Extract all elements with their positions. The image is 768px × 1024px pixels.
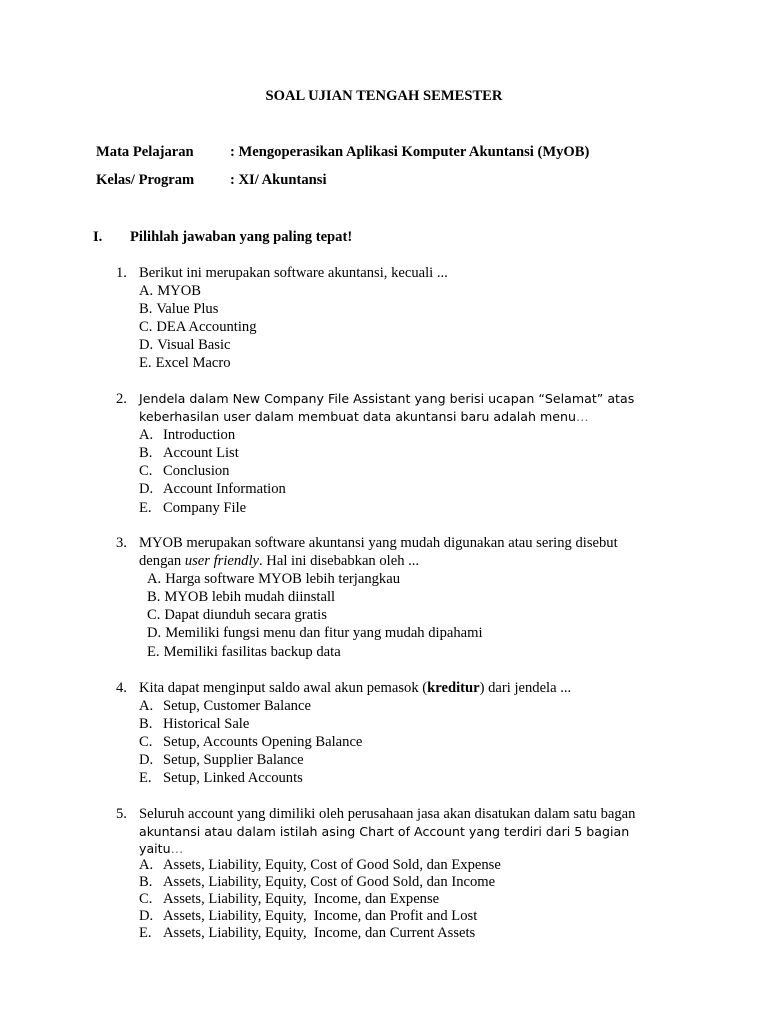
option-c[interactable] <box>139 462 676 480</box>
question-text: Berikut ini merupakan software akuntansi, kecuali ... <box>139 265 448 281</box>
question-text-line-1: MYOB merupakan software akuntansi yang mudah digunakan atau sering disebut <box>139 535 618 551</box>
question-4 <box>116 679 676 788</box>
question-text-italic: user friendly <box>184 553 259 570</box>
question-text-line-1: Jendela dalam New Company File Assistant yang berisi ucapan “Selamat” atas <box>139 391 635 406</box>
option-text: Assets, Liability, Equity, Income, dan Profit and Lost <box>163 908 478 924</box>
meta-class <box>96 172 327 189</box>
meta-class-label: Kelas/ Program <box>96 172 195 188</box>
option-letter: C. <box>139 734 153 751</box>
section-heading <box>93 229 352 246</box>
option-text: Introduction <box>163 427 236 444</box>
option-text: Setup, Supplier Balance <box>163 752 304 769</box>
option-c[interactable] <box>139 891 676 908</box>
question-1 <box>116 264 676 373</box>
option-text: Dapat diunduh secara gratis <box>164 607 327 624</box>
question-text-content: akuntansi atau dalam istilah asing Chart of Account yang terdiri dari 5 bagian yaitu <box>139 824 630 856</box>
question-number: 2. <box>116 391 127 407</box>
section-number: I. <box>93 229 103 245</box>
option-text: Setup, Customer Balance <box>163 698 311 715</box>
option-a[interactable] <box>139 282 676 300</box>
question-text-pre: Kita dapat menginput saldo awal akun pemasok ( <box>139 680 428 696</box>
question-text <box>139 679 676 697</box>
option-text: Harga software MYOB lebih terjangkau <box>165 571 400 588</box>
option-c[interactable] <box>139 318 676 336</box>
option-letter: D. <box>139 481 154 498</box>
option-d[interactable] <box>139 336 676 354</box>
option-text: Memiliki fungsi menu dan fitur yang mudah dipahami <box>165 625 483 642</box>
option-letter: D. <box>147 625 162 642</box>
option-d[interactable] <box>139 480 676 498</box>
option-letter: A. <box>139 857 154 873</box>
option-b[interactable] <box>139 444 676 462</box>
option-letter: B. <box>139 301 153 318</box>
option-letter: B. <box>139 874 153 890</box>
option-letter: A. <box>139 283 154 300</box>
option-text: Conclusion <box>163 463 230 480</box>
meta-subject <box>96 144 589 161</box>
option-letter: D. <box>139 337 154 354</box>
option-letter: A. <box>139 427 154 444</box>
option-letter: E. <box>139 499 152 516</box>
option-text: MYOB <box>157 283 201 300</box>
option-text: Company File <box>163 499 247 516</box>
option-letter: D. <box>139 908 154 924</box>
meta-subject-label: Mata Pelajaran <box>96 144 194 160</box>
option-text: Account Information <box>163 481 286 498</box>
option-text: Setup, Accounts Opening Balance <box>163 734 363 751</box>
option-text: Account List <box>163 445 239 462</box>
option-text: Historical Sale <box>163 716 250 733</box>
option-text: Assets, Liability, Equity, Income, dan Current Assets <box>163 925 476 941</box>
option-text: MYOB lebih mudah diinstall <box>164 589 336 606</box>
option-letter: C. <box>147 607 161 624</box>
option-letter: B. <box>139 445 153 462</box>
question-number: 1. <box>116 265 127 281</box>
question-text-bold: kreditur <box>427 680 480 696</box>
option-text: Setup, Linked Accounts <box>163 770 303 787</box>
question-text-content: keberhasilan user dalam membuat data akuntansi baru adalah menu <box>139 409 576 425</box>
option-text: Assets, Liability, Equity, Cost of Good Sold, dan Income <box>163 874 496 890</box>
option-b[interactable] <box>139 300 676 318</box>
option-d[interactable] <box>139 908 676 925</box>
option-e[interactable] <box>139 769 676 787</box>
option-letter: E. <box>139 770 152 787</box>
option-letter: B. <box>139 716 153 733</box>
question-3 <box>116 534 676 661</box>
option-text: Value Plus <box>156 301 219 318</box>
question-ellipsis: … <box>575 409 589 425</box>
option-letter: B. <box>147 589 161 606</box>
option-e[interactable] <box>139 925 676 942</box>
question-text-pre: dengan <box>139 553 182 570</box>
option-c[interactable] <box>139 733 676 751</box>
question-text-line-2 <box>139 408 676 426</box>
page-title: SOAL UJIAN TENGAH SEMESTER <box>265 88 503 104</box>
option-d[interactable] <box>139 751 676 769</box>
question-2 <box>116 390 676 517</box>
question-text-line-2 <box>139 552 676 570</box>
option-text: Memiliki fasilitas backup data <box>163 643 341 660</box>
option-letter: D. <box>139 752 154 769</box>
question-text-post: ) dari jendela ... <box>479 680 572 696</box>
option-a[interactable] <box>139 426 676 444</box>
question-text-line-1: Seluruh account yang dimiliki oleh perusahaan jasa akan disatukan dalam satu bagan <box>139 806 636 822</box>
option-a[interactable] <box>139 697 676 715</box>
option-e[interactable] <box>139 354 676 372</box>
question-number: 3. <box>116 535 127 551</box>
meta-class-value: : XI/ Akuntansi <box>230 172 327 188</box>
option-e[interactable] <box>147 643 676 661</box>
option-letter: E. <box>147 643 160 660</box>
option-e[interactable] <box>139 499 676 517</box>
question-number: 5. <box>116 806 127 822</box>
option-b[interactable] <box>139 715 676 733</box>
question-5 <box>116 806 676 942</box>
question-ellipsis: … <box>170 841 184 856</box>
section-instruction: Pilihlah jawaban yang paling tepat! <box>130 229 353 245</box>
option-c[interactable] <box>147 606 676 624</box>
option-a[interactable] <box>147 570 676 588</box>
option-letter: C. <box>139 463 153 480</box>
option-letter: E. <box>139 925 152 941</box>
question-text-post: . Hal ini disebabkan oleh ... <box>259 553 420 570</box>
option-letter: A. <box>147 571 162 588</box>
option-letter: C. <box>139 319 153 336</box>
option-letter: A. <box>139 698 154 715</box>
meta-subject-value: : Mengoperasikan Aplikasi Komputer Akuntansi (MyOB) <box>230 144 590 160</box>
question-number: 4. <box>116 680 127 696</box>
option-letter: C. <box>139 891 153 907</box>
option-b[interactable] <box>139 874 676 891</box>
option-text: Excel Macro <box>155 355 231 372</box>
option-text: Assets, Liability, Equity, Cost of Good Sold, dan Expense <box>163 857 501 873</box>
question-text-line-2 <box>139 823 676 857</box>
option-text: Assets, Liability, Equity, Income, dan Expense <box>163 891 440 907</box>
option-letter: E. <box>139 355 152 372</box>
option-text: Visual Basic <box>157 337 231 354</box>
option-a[interactable] <box>139 857 676 874</box>
option-b[interactable] <box>147 588 676 606</box>
option-text: DEA Accounting <box>156 319 257 336</box>
option-d[interactable] <box>147 624 676 642</box>
